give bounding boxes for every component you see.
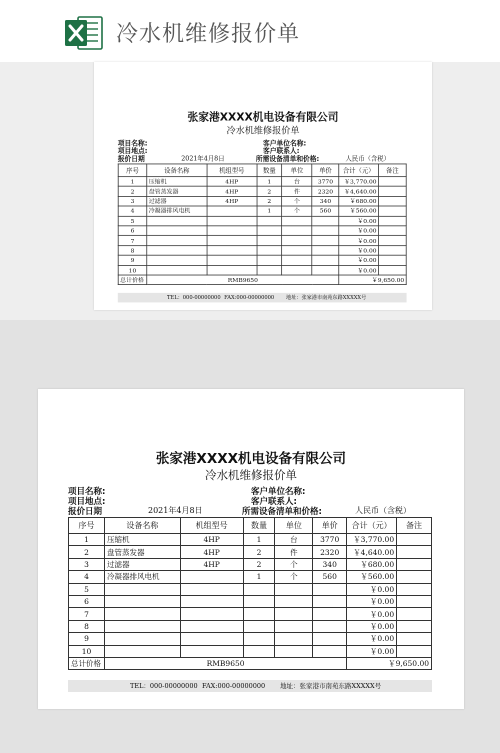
unit: 件 xyxy=(282,186,312,196)
quantity: 1 xyxy=(243,571,275,583)
quantity: 1 xyxy=(243,534,275,546)
unit xyxy=(275,583,313,595)
unit-model xyxy=(207,216,257,226)
unit-price xyxy=(313,608,347,620)
quote-date-value: 2021年4月8日 xyxy=(181,154,225,162)
banner xyxy=(0,0,500,62)
table-row xyxy=(118,236,406,246)
remark xyxy=(397,534,432,546)
line-total: ￥3,770.00 xyxy=(339,177,379,187)
table-row xyxy=(118,196,406,206)
quantity xyxy=(257,236,282,246)
unit-model xyxy=(180,608,243,620)
line-total: ￥3,770.00 xyxy=(347,534,397,546)
quote-sheet xyxy=(94,62,432,310)
quantity xyxy=(257,216,282,226)
column-header-unit-model: 机组型号 xyxy=(207,164,257,177)
detail-sheet xyxy=(38,389,464,709)
row-number: 1 xyxy=(118,177,147,187)
quote-date-value: 2021年4月8日 xyxy=(148,506,203,515)
unit: 件 xyxy=(275,546,313,558)
row-number: 5 xyxy=(118,216,147,226)
footer-tel: TEL：000-00000000 xyxy=(166,294,221,301)
customer-unit-label: 客户单位名称: xyxy=(251,487,306,497)
table-row xyxy=(69,534,432,546)
unit: 个 xyxy=(275,558,313,570)
unit-price xyxy=(313,595,347,607)
equipment-list-label: 所需设备清单和价格: xyxy=(242,507,322,517)
equipment-name: 冷凝器排风电机 xyxy=(147,206,207,216)
table-row xyxy=(69,633,432,645)
customer-contact-label: 客户联系人: xyxy=(262,147,300,156)
unit-model: 4HP xyxy=(180,558,243,570)
line-total: ￥4,640.00 xyxy=(339,186,379,196)
table-row xyxy=(69,645,432,657)
excel-icon xyxy=(64,14,104,52)
unit xyxy=(275,620,313,632)
remark xyxy=(379,236,407,246)
column-header-line-total: 合计（元） xyxy=(339,164,379,177)
equipment-name xyxy=(147,226,207,236)
unit-price xyxy=(312,265,339,275)
unit xyxy=(275,645,313,657)
footer-address: 地址：张家港市南苑东路XXXXX号 xyxy=(286,294,367,301)
quantity xyxy=(243,633,275,645)
project-name-label: 项目名称: xyxy=(68,487,106,497)
equipment-name xyxy=(104,620,180,632)
line-total: ￥0.00 xyxy=(339,245,379,255)
quantity: 2 xyxy=(257,186,282,196)
unit-price: 2320 xyxy=(313,546,347,558)
remark xyxy=(397,645,432,657)
line-total: ￥4,640.00 xyxy=(347,546,397,558)
equipment-name: 过滤器 xyxy=(147,196,207,206)
row-number: 5 xyxy=(69,583,105,595)
column-header-quantity: 数量 xyxy=(257,164,282,177)
quantity xyxy=(243,583,275,595)
sheet-subtitle: 冷水机维修报价单 xyxy=(205,468,297,482)
unit-model xyxy=(180,620,243,632)
total-label: 总计价格 xyxy=(118,275,147,285)
unit xyxy=(282,265,312,275)
table-row xyxy=(69,583,432,595)
total-rmb: RMB9650 xyxy=(104,657,346,669)
currency-note: 人民币（含税） xyxy=(355,506,411,515)
quantity xyxy=(243,620,275,632)
remark xyxy=(379,265,407,275)
unit-model: 4HP xyxy=(207,177,257,187)
unit: 个 xyxy=(282,206,312,216)
remark xyxy=(379,226,407,236)
equipment-name xyxy=(104,645,180,657)
column-header-row-number: 序号 xyxy=(118,164,147,177)
line-total: ￥560.00 xyxy=(347,571,397,583)
column-header-quantity: 数量 xyxy=(243,518,275,534)
table-row xyxy=(118,226,406,236)
remark xyxy=(379,206,407,216)
row-number: 2 xyxy=(118,186,147,196)
line-total: ￥0.00 xyxy=(347,608,397,620)
remark xyxy=(379,245,407,255)
equipment-list-label: 所需设备清单和价格: xyxy=(255,155,320,164)
line-total: ￥0.00 xyxy=(347,620,397,632)
column-header-unit: 单位 xyxy=(275,518,313,534)
line-total: ￥0.00 xyxy=(347,645,397,657)
line-total: ￥0.00 xyxy=(347,633,397,645)
equipment-name xyxy=(147,236,207,246)
unit-price xyxy=(313,583,347,595)
total-value: ￥9,650.00 xyxy=(347,657,432,669)
equipment-name: 过滤器 xyxy=(104,558,180,570)
equipment-name xyxy=(147,255,207,265)
row-number: 4 xyxy=(69,571,105,583)
unit-price: 560 xyxy=(312,206,339,216)
table-row xyxy=(118,186,406,196)
remark xyxy=(379,177,407,187)
equipment-name: 压缩机 xyxy=(104,534,180,546)
unit-model xyxy=(207,226,257,236)
column-header-equipment-name: 设备名称 xyxy=(147,164,207,177)
unit-price: 2320 xyxy=(312,186,339,196)
line-total: ￥0.00 xyxy=(339,236,379,246)
table-row xyxy=(69,546,432,558)
quantity xyxy=(243,608,275,620)
unit-model xyxy=(180,595,243,607)
equipment-name xyxy=(104,583,180,595)
column-header-unit-model: 机组型号 xyxy=(180,518,243,534)
unit-price: 340 xyxy=(313,558,347,570)
row-number: 6 xyxy=(118,226,147,236)
table-row xyxy=(69,620,432,632)
remark xyxy=(379,216,407,226)
quantity: 2 xyxy=(243,558,275,570)
row-number: 8 xyxy=(118,245,147,255)
unit-model xyxy=(207,245,257,255)
quantity xyxy=(257,265,282,275)
project-name-label: 项目名称: xyxy=(117,139,148,148)
equipment-name: 盘管蒸发器 xyxy=(147,186,207,196)
table-row xyxy=(118,245,406,255)
currency-note: 人民币（含税） xyxy=(345,154,390,162)
quantity: 2 xyxy=(257,196,282,206)
unit-model xyxy=(180,633,243,645)
remark xyxy=(397,571,432,583)
company-name: 张家港XXXX机电设备有限公司 xyxy=(155,451,347,467)
table-header-row xyxy=(118,164,406,177)
remark xyxy=(397,595,432,607)
customer-contact-label: 客户联系人: xyxy=(251,497,297,507)
project-location-label: 项目地点: xyxy=(68,497,106,507)
remark xyxy=(397,633,432,645)
sheet-footer xyxy=(68,680,432,692)
equipment-name xyxy=(147,216,207,226)
quantity: 1 xyxy=(257,177,282,187)
quote-table xyxy=(118,164,407,286)
row-number: 10 xyxy=(69,645,105,657)
unit: 个 xyxy=(282,196,312,206)
unit-model: 4HP xyxy=(180,534,243,546)
remark xyxy=(397,558,432,570)
row-number: 7 xyxy=(118,236,147,246)
quote-table xyxy=(68,517,432,670)
line-total: ￥560.00 xyxy=(339,206,379,216)
remark xyxy=(379,255,407,265)
unit xyxy=(282,255,312,265)
total-value: ￥9,650.00 xyxy=(339,275,406,285)
unit xyxy=(275,633,313,645)
column-header-remark: 备注 xyxy=(379,164,407,177)
unit-model xyxy=(207,255,257,265)
unit-model xyxy=(180,571,243,583)
table-row xyxy=(118,265,406,275)
row-number: 10 xyxy=(118,265,147,275)
unit-price xyxy=(313,633,347,645)
quantity xyxy=(243,595,275,607)
unit xyxy=(282,236,312,246)
unit: 台 xyxy=(282,177,312,187)
project-location-label: 项目地点: xyxy=(117,147,148,156)
preview-sheet xyxy=(94,62,432,310)
table-header-row xyxy=(69,518,432,534)
footer-fax: FAX:000-00000000 xyxy=(202,682,266,690)
row-number: 9 xyxy=(118,255,147,265)
unit xyxy=(275,608,313,620)
table-row xyxy=(118,177,406,187)
unit: 台 xyxy=(275,534,313,546)
customer-unit-label: 客户单位名称: xyxy=(262,139,307,148)
unit-price xyxy=(312,226,339,236)
footer-fax: FAX:000-00000000 xyxy=(224,294,275,301)
equipment-name xyxy=(104,633,180,645)
line-total: ￥680.00 xyxy=(339,196,379,206)
column-header-equipment-name: 设备名称 xyxy=(104,518,180,534)
unit-price xyxy=(312,255,339,265)
row-number: 7 xyxy=(69,608,105,620)
table-row xyxy=(118,216,406,226)
remark xyxy=(397,546,432,558)
equipment-name xyxy=(147,265,207,275)
row-number: 4 xyxy=(118,206,147,216)
total-row xyxy=(118,275,406,285)
table-row xyxy=(118,255,406,265)
unit-price xyxy=(313,620,347,632)
line-total: ￥0.00 xyxy=(339,226,379,236)
quantity xyxy=(257,255,282,265)
remark xyxy=(397,620,432,632)
company-name: 张家港XXXX机电设备有限公司 xyxy=(187,111,339,124)
unit xyxy=(282,226,312,236)
table-row xyxy=(69,558,432,570)
unit-model xyxy=(207,206,257,216)
quantity: 2 xyxy=(243,546,275,558)
quantity xyxy=(257,226,282,236)
row-number: 2 xyxy=(69,546,105,558)
unit: 个 xyxy=(275,571,313,583)
total-row xyxy=(69,657,432,669)
equipment-name xyxy=(104,595,180,607)
total-label: 总计价格 xyxy=(69,657,105,669)
remark xyxy=(397,608,432,620)
equipment-name xyxy=(147,245,207,255)
equipment-name: 压缩机 xyxy=(147,177,207,187)
unit-model: 4HP xyxy=(207,186,257,196)
column-header-line-total: 合计（元） xyxy=(347,518,397,534)
sheet-subtitle: 冷水机维修报价单 xyxy=(226,124,300,136)
unit-price xyxy=(313,645,347,657)
remark xyxy=(379,196,407,206)
line-total: ￥680.00 xyxy=(347,558,397,570)
row-number: 9 xyxy=(69,633,105,645)
unit-price xyxy=(312,245,339,255)
banner-title: 冷水机维修报价单 xyxy=(116,22,301,47)
unit-model xyxy=(207,236,257,246)
line-total: ￥0.00 xyxy=(347,583,397,595)
quantity xyxy=(243,645,275,657)
table-row xyxy=(118,206,406,216)
line-total: ￥0.00 xyxy=(339,265,379,275)
equipment-name: 冷凝器排风电机 xyxy=(104,571,180,583)
column-header-row-number: 序号 xyxy=(69,518,105,534)
row-number: 3 xyxy=(118,196,147,206)
table-row xyxy=(69,571,432,583)
table-row xyxy=(69,595,432,607)
quote-sheet xyxy=(38,389,464,709)
line-total: ￥0.00 xyxy=(339,255,379,265)
line-total: ￥0.00 xyxy=(339,216,379,226)
total-rmb: RMB9650 xyxy=(147,275,339,285)
unit-model: 4HP xyxy=(207,196,257,206)
row-number: 8 xyxy=(69,620,105,632)
remark xyxy=(397,583,432,595)
line-total: ￥0.00 xyxy=(347,595,397,607)
column-header-unit-price: 单价 xyxy=(312,164,339,177)
column-header-remark: 备注 xyxy=(397,518,432,534)
sheet-footer xyxy=(118,293,407,303)
remark xyxy=(379,186,407,196)
equipment-name: 盘管蒸发器 xyxy=(104,546,180,558)
column-header-unit-price: 单价 xyxy=(313,518,347,534)
table-row xyxy=(69,608,432,620)
unit-model: 4HP xyxy=(180,546,243,558)
quantity xyxy=(257,245,282,255)
unit xyxy=(282,216,312,226)
row-number: 3 xyxy=(69,558,105,570)
unit xyxy=(282,245,312,255)
unit-price: 3770 xyxy=(313,534,347,546)
equipment-name xyxy=(104,608,180,620)
quantity: 1 xyxy=(257,206,282,216)
column-header-unit: 单位 xyxy=(282,164,312,177)
unit-model xyxy=(180,583,243,595)
unit-price: 3770 xyxy=(312,177,339,187)
row-number: 6 xyxy=(69,595,105,607)
unit-price: 560 xyxy=(313,571,347,583)
quote-date-label: 报价日期 xyxy=(117,155,145,164)
row-number: 1 xyxy=(69,534,105,546)
unit-price: 340 xyxy=(312,196,339,206)
unit-price xyxy=(312,216,339,226)
footer-tel: TEL：000-00000000 xyxy=(130,682,198,690)
footer-address: 地址：张家港市南苑东路XXXXX号 xyxy=(280,682,382,690)
unit-model xyxy=(180,645,243,657)
unit-price xyxy=(312,236,339,246)
unit-model xyxy=(207,265,257,275)
unit xyxy=(275,595,313,607)
quote-date-label: 报价日期 xyxy=(68,507,103,517)
